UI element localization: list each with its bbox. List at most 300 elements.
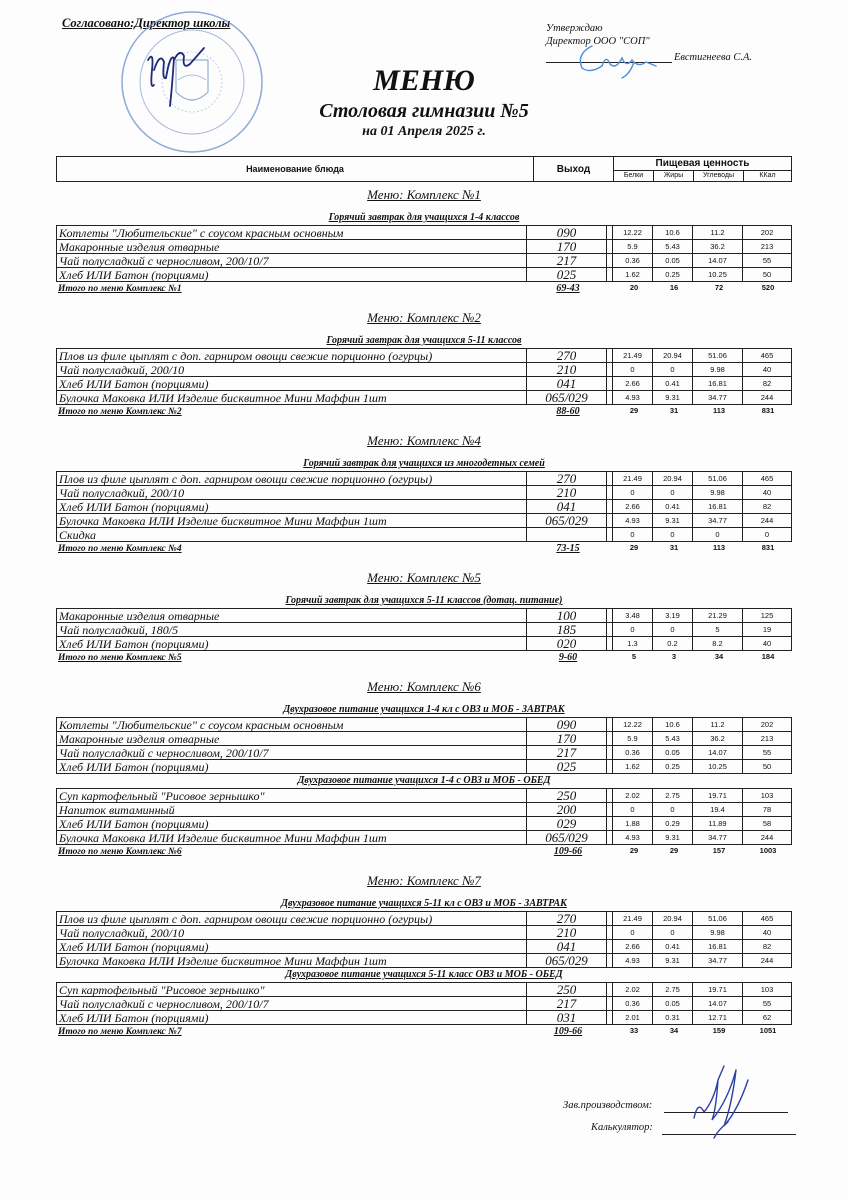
dish-row — [56, 732, 792, 746]
complex-title: Меню: Комплекс №5 — [367, 570, 481, 585]
complex-spacer — [56, 859, 792, 870]
dish-kcal: 40 — [762, 365, 772, 374]
total-label: Итого по меню Комплекс №6 — [58, 847, 182, 857]
dish-row — [56, 528, 792, 542]
dish-protein: 4.93 — [613, 391, 653, 404]
dish-output: 270 — [527, 349, 607, 362]
total-label: Итого по меню Комплекс №7 — [58, 1027, 182, 1037]
dish-protein: 5.9 — [613, 240, 653, 253]
dish-name: Хлеб ИЛИ Батон (порциями) — [57, 817, 527, 830]
complex-title: Меню: Комплекс №1 — [367, 187, 481, 202]
dish-rows — [56, 788, 792, 845]
dish-kcal: 103 — [760, 985, 774, 994]
dish-protein: 2.01 — [613, 1011, 653, 1024]
menu-table-header — [56, 156, 792, 182]
dish-output: 170 — [527, 732, 607, 745]
total-kcal: 1051 — [759, 1026, 777, 1035]
complex-title: Меню: Комплекс №4 — [367, 433, 481, 448]
dish-output: 270 — [527, 912, 607, 925]
total-label: Итого по меню Комплекс №4 — [58, 544, 182, 554]
column-header-nutrition: Пищевая ценность — [614, 157, 792, 171]
complex-block — [56, 184, 792, 307]
dish-protein: 2.66 — [613, 940, 653, 953]
dish-output: 041 — [527, 377, 607, 390]
total-protein: 29 — [629, 406, 639, 415]
total-protein: 29 — [629, 846, 639, 855]
dish-fat: 0 — [653, 926, 693, 939]
dish-name: Макаронные изделия отварные — [57, 732, 527, 745]
dish-row — [56, 789, 792, 803]
total-kcal: 831 — [761, 543, 775, 552]
dish-row — [56, 240, 792, 254]
dish-name: Напиток витаминный — [57, 803, 527, 816]
dish-output: 217 — [527, 746, 607, 759]
complex-block — [56, 307, 792, 430]
complex-title: Меню: Комплекс №2 — [367, 310, 481, 325]
sop-director-label: Директор ООО "СОП" — [546, 36, 650, 47]
total-price: 73-15 — [556, 543, 580, 554]
complex-total-row — [56, 845, 792, 859]
dish-carbs: 10.25 — [693, 268, 743, 281]
complex-spacer — [56, 296, 792, 307]
total-price: 109-66 — [553, 846, 583, 857]
dish-kcal: 58 — [762, 819, 772, 828]
dish-protein: 12.22 — [613, 718, 653, 731]
dish-protein: 1.88 — [613, 817, 653, 830]
dish-carbs: 36.2 — [693, 732, 743, 745]
dish-carbs: 51.06 — [693, 472, 743, 485]
dish-protein: 5.9 — [613, 732, 653, 745]
dish-kcal: 40 — [762, 488, 772, 497]
dish-carbs: 5 — [693, 623, 743, 636]
dish-kcal: 82 — [762, 379, 772, 388]
dish-output: 210 — [527, 926, 607, 939]
complex-title: Меню: Комплекс №7 — [367, 873, 481, 888]
dish-output: 041 — [527, 500, 607, 513]
dish-carbs: 14.07 — [693, 254, 743, 267]
dish-row — [56, 623, 792, 637]
total-carbs: 34 — [714, 652, 724, 661]
dish-row — [56, 817, 792, 831]
dish-fat: 0 — [653, 363, 693, 376]
dish-name: Чай полусладкий с черносливом, 200/10/7 — [57, 746, 527, 759]
dish-protein: 1.62 — [613, 268, 653, 281]
dish-fat: 0.41 — [653, 377, 693, 390]
dish-fat: 5.43 — [653, 732, 693, 745]
column-header-dish-name: Наименование блюда — [57, 157, 534, 182]
dish-name: Хлеб ИЛИ Батон (порциями) — [57, 377, 527, 390]
section-title: Двухразовое питание учащихся 5-11 класс ОВЗ и МОБ - ОБЕД — [285, 969, 563, 980]
dish-output: 217 — [527, 254, 607, 267]
dish-fat: 0.41 — [653, 500, 693, 513]
dish-output: 250 — [527, 789, 607, 802]
section-title: Двухразовое питание учащихся 1-4 с ОВЗ и МОБ - ОБЕД — [297, 775, 551, 786]
dish-fat: 0.41 — [653, 940, 693, 953]
dish-protein: 12.22 — [613, 226, 653, 239]
dish-row — [56, 926, 792, 940]
dish-kcal: 50 — [762, 762, 772, 771]
dish-output: 090 — [527, 718, 607, 731]
dish-fat: 0.31 — [653, 1011, 693, 1024]
dish-carbs: 9.98 — [693, 486, 743, 499]
dish-protein: 2.02 — [613, 789, 653, 802]
dish-carbs: 19.71 — [693, 983, 743, 996]
dish-fat: 5.43 — [653, 240, 693, 253]
dish-carbs: 14.07 — [693, 997, 743, 1010]
dish-name: Хлеб ИЛИ Батон (порциями) — [57, 500, 527, 513]
dish-carbs: 19.4 — [693, 803, 743, 816]
dish-protein: 1.62 — [613, 760, 653, 773]
dish-row — [56, 226, 792, 240]
dish-kcal: 103 — [760, 791, 774, 800]
section-title: Горячий завтрак для учащихся 5-11 классов (дотац. питание) — [285, 595, 563, 606]
approve-label: Утверждаю — [546, 23, 603, 34]
dish-protein: 21.49 — [613, 349, 653, 362]
dish-carbs: 9.98 — [693, 363, 743, 376]
dish-protein: 1.3 — [613, 637, 653, 650]
dish-fat: 9.31 — [653, 391, 693, 404]
dish-kcal: 244 — [760, 956, 774, 965]
dish-fat: 3.19 — [653, 609, 693, 622]
dish-carbs: 0 — [693, 528, 743, 541]
dish-kcal: 40 — [762, 928, 772, 937]
dish-row — [56, 954, 792, 968]
dish-carbs: 14.07 — [693, 746, 743, 759]
dish-fat: 0.05 — [653, 746, 693, 759]
dish-fat: 0 — [653, 803, 693, 816]
dish-row — [56, 1011, 792, 1025]
total-protein: 20 — [629, 283, 639, 292]
dish-rows — [56, 348, 792, 405]
dish-carbs: 11.89 — [693, 817, 743, 830]
dish-carbs: 36.2 — [693, 240, 743, 253]
dish-output: 250 — [527, 983, 607, 996]
dish-kcal: 78 — [762, 805, 772, 814]
dish-row — [56, 637, 792, 651]
dish-fat: 20.94 — [653, 349, 693, 362]
dish-carbs: 9.98 — [693, 926, 743, 939]
total-label: Итого по меню Комплекс №5 — [58, 653, 182, 663]
dish-kcal: 244 — [760, 516, 774, 525]
dish-output: 185 — [527, 623, 607, 636]
complex-total-row — [56, 542, 792, 556]
dish-row — [56, 377, 792, 391]
dish-fat: 9.31 — [653, 514, 693, 527]
dish-fat: 0.05 — [653, 254, 693, 267]
dish-name: Булочка Маковка ИЛИ Изделие бисквитное Мини Маффин 1шт — [57, 391, 527, 404]
column-header-kcal: ККал — [744, 170, 792, 181]
complex-spacer — [56, 665, 792, 676]
dish-name: Чай полусладкий, 200/10 — [57, 926, 527, 939]
dish-output: 210 — [527, 363, 607, 376]
dish-output: 065/029 — [527, 391, 607, 404]
dish-fat: 2.75 — [653, 789, 693, 802]
dish-kcal: 213 — [760, 242, 774, 251]
dish-carbs: 19.71 — [693, 789, 743, 802]
dish-name: Хлеб ИЛИ Батон (порциями) — [57, 637, 527, 650]
dish-carbs: 34.77 — [693, 514, 743, 527]
dish-fat: 9.31 — [653, 831, 693, 844]
dish-fat: 20.94 — [653, 472, 693, 485]
dish-name: Булочка Маковка ИЛИ Изделие бисквитное Мини Маффин 1шт — [57, 954, 527, 967]
total-label: Итого по меню Комплекс №2 — [58, 407, 182, 417]
dish-kcal: 202 — [760, 228, 774, 237]
dish-output: 065/029 — [527, 831, 607, 844]
dish-fat: 20.94 — [653, 912, 693, 925]
complex-total-row — [56, 405, 792, 419]
total-kcal: 1003 — [759, 846, 777, 855]
dish-output: 031 — [527, 1011, 607, 1024]
dish-protein: 3.48 — [613, 609, 653, 622]
column-header-protein: Белки — [614, 170, 654, 181]
dish-name: Хлеб ИЛИ Батон (порциями) — [57, 1011, 527, 1024]
total-fat: 34 — [669, 1026, 679, 1035]
dish-kcal: 55 — [762, 748, 772, 757]
dish-name: Хлеб ИЛИ Батон (порциями) — [57, 760, 527, 773]
dish-row — [56, 746, 792, 760]
dish-protein: 0 — [613, 528, 653, 541]
dish-kcal: 82 — [762, 502, 772, 511]
dish-name: Булочка Маковка ИЛИ Изделие бисквитное Мини Маффин 1шт — [57, 514, 527, 527]
complex-block — [56, 676, 792, 870]
total-price: 109-66 — [553, 1026, 583, 1037]
dish-output: 065/029 — [527, 514, 607, 527]
section-title: Двухразовое питание учащихся 5-11 кл с ОВЗ и МОБ - ЗАВТРАК — [281, 898, 567, 909]
menu-date: на 01 Апреля 2025 г. — [362, 124, 486, 139]
complex-total-row — [56, 651, 792, 665]
dish-rows — [56, 911, 792, 968]
total-protein: 29 — [629, 543, 639, 552]
dish-name: Макаронные изделия отварные — [57, 240, 527, 253]
total-carbs: 113 — [712, 406, 726, 415]
dish-carbs: 16.81 — [693, 500, 743, 513]
dish-row — [56, 803, 792, 817]
complex-spacer — [56, 419, 792, 430]
dish-name: Суп картофельный "Рисовое зернышко" — [57, 789, 527, 802]
dish-output: 020 — [527, 637, 607, 650]
dish-name: Котлеты "Любительские" с соусом красным основным — [57, 718, 527, 731]
dish-carbs: 16.81 — [693, 940, 743, 953]
dish-carbs: 34.77 — [693, 831, 743, 844]
dish-row — [56, 514, 792, 528]
dish-carbs: 34.77 — [693, 391, 743, 404]
dish-row — [56, 500, 792, 514]
dish-carbs: 12.71 — [693, 1011, 743, 1024]
dish-carbs: 11.2 — [693, 718, 743, 731]
dish-output: 200 — [527, 803, 607, 816]
dish-fat: 2.75 — [653, 983, 693, 996]
dish-output: 065/029 — [527, 954, 607, 967]
dish-row — [56, 349, 792, 363]
total-kcal: 184 — [761, 652, 775, 661]
complex-block — [56, 567, 792, 676]
dish-kcal: 465 — [760, 351, 774, 360]
dish-kcal: 0 — [764, 530, 770, 539]
dish-protein: 0 — [613, 926, 653, 939]
dish-kcal: 125 — [760, 611, 774, 620]
dish-carbs: 11.2 — [693, 226, 743, 239]
dish-protein: 21.49 — [613, 472, 653, 485]
dish-protein: 0 — [613, 803, 653, 816]
dish-row — [56, 254, 792, 268]
dish-name: Плов из филе цыплят с доп. гарниром овощи свежие порционно (огурцы) — [57, 912, 527, 925]
dish-row — [56, 486, 792, 500]
dish-rows — [56, 225, 792, 282]
dish-rows — [56, 717, 792, 774]
total-kcal: 520 — [761, 283, 775, 292]
dish-protein: 0.36 — [613, 746, 653, 759]
dish-kcal: 50 — [762, 270, 772, 279]
dish-fat: 0.25 — [653, 268, 693, 281]
total-price: 88-60 — [556, 406, 580, 417]
dish-name: Хлеб ИЛИ Батон (порциями) — [57, 940, 527, 953]
dish-row — [56, 718, 792, 732]
dish-protein: 4.93 — [613, 514, 653, 527]
section-title: Горячий завтрак для учащихся из многодетных семей — [303, 458, 545, 469]
dish-row — [56, 472, 792, 486]
dish-output: 025 — [527, 760, 607, 773]
column-header-fat: Жиры — [654, 170, 694, 181]
dish-carbs: 34.77 — [693, 954, 743, 967]
dish-fat: 10.6 — [653, 718, 693, 731]
dish-protein: 0.36 — [613, 997, 653, 1010]
canteen-name: Столовая гимназии №5 — [319, 100, 529, 122]
dish-row — [56, 997, 792, 1011]
dish-kcal: 19 — [762, 625, 772, 634]
total-fat: 16 — [669, 283, 679, 292]
dish-name: Чай полусладкий, 200/10 — [57, 486, 527, 499]
dish-output: 210 — [527, 486, 607, 499]
dish-protein: 2.66 — [613, 500, 653, 513]
dish-name: Котлеты "Любительские" с соусом красным основным — [57, 226, 527, 239]
dish-protein: 0 — [613, 486, 653, 499]
dish-kcal: 213 — [760, 734, 774, 743]
total-carbs: 157 — [712, 846, 726, 855]
dish-fat: 0 — [653, 623, 693, 636]
complex-total-row — [56, 282, 792, 296]
complex-block — [56, 870, 792, 1039]
dish-name: Скидка — [57, 528, 527, 541]
complex-block — [56, 430, 792, 567]
dish-protein: 0 — [613, 623, 653, 636]
total-label: Итого по меню Комплекс №1 — [58, 284, 182, 294]
dish-carbs: 8.2 — [693, 637, 743, 650]
complex-spacer — [56, 556, 792, 567]
production-head-signature-icon — [688, 1060, 758, 1140]
dish-name: Булочка Маковка ИЛИ Изделие бисквитное Мини Маффин 1шт — [57, 831, 527, 844]
dish-protein: 2.66 — [613, 377, 653, 390]
dish-name: Плов из филе цыплят с доп. гарниром овощи свежие порционно (огурцы) — [57, 349, 527, 362]
dish-kcal: 55 — [762, 999, 772, 1008]
total-protein: 33 — [629, 1026, 639, 1035]
dish-row — [56, 391, 792, 405]
dish-fat: 10.6 — [653, 226, 693, 239]
total-price: 69-43 — [556, 283, 580, 294]
dish-kcal: 465 — [760, 474, 774, 483]
menu-content — [56, 184, 792, 1039]
dish-fat: 0.05 — [653, 997, 693, 1010]
dish-output: 041 — [527, 940, 607, 953]
total-carbs: 159 — [712, 1026, 726, 1035]
total-carbs: 72 — [714, 283, 724, 292]
dish-kcal: 244 — [760, 393, 774, 402]
dish-row — [56, 609, 792, 623]
dish-protein: 4.93 — [613, 954, 653, 967]
section-title: Горячий завтрак для учащихся 1-4 классов — [328, 212, 520, 223]
dish-name: Хлеб ИЛИ Батон (порциями) — [57, 268, 527, 281]
dish-fat: 0.2 — [653, 637, 693, 650]
dish-protein: 0.36 — [613, 254, 653, 267]
total-fat: 31 — [669, 406, 679, 415]
dish-fat: 0.25 — [653, 760, 693, 773]
dish-carbs: 51.06 — [693, 912, 743, 925]
dish-row — [56, 940, 792, 954]
dish-protein: 21.49 — [613, 912, 653, 925]
dish-name: Макаронные изделия отварные — [57, 609, 527, 622]
dish-output: 170 — [527, 240, 607, 253]
dish-name: Чай полусладкий, 200/10 — [57, 363, 527, 376]
dish-row — [56, 760, 792, 774]
dish-output: 025 — [527, 268, 607, 281]
total-fat: 3 — [671, 652, 677, 661]
dish-name: Чай полусладкий с черносливом, 200/10/7 — [57, 254, 527, 267]
dish-row — [56, 983, 792, 997]
column-header-carbs: Углеводы — [694, 170, 744, 181]
dish-carbs: 21.29 — [693, 609, 743, 622]
dish-kcal: 55 — [762, 256, 772, 265]
dish-row — [56, 363, 792, 377]
dish-protein: 0 — [613, 363, 653, 376]
total-kcal: 831 — [761, 406, 775, 415]
dish-output: 090 — [527, 226, 607, 239]
page-title: МЕНЮ — [373, 64, 475, 97]
production-head-label: Зав.производством: — [563, 1100, 653, 1111]
dish-rows — [56, 982, 792, 1025]
dish-output: 270 — [527, 472, 607, 485]
total-carbs: 113 — [712, 543, 726, 552]
dish-carbs: 51.06 — [693, 349, 743, 362]
dish-rows — [56, 471, 792, 542]
dish-carbs: 16.81 — [693, 377, 743, 390]
dish-fat: 9.31 — [653, 954, 693, 967]
dish-rows — [56, 608, 792, 651]
complex-title: Меню: Комплекс №6 — [367, 679, 481, 694]
dish-name: Суп картофельный "Рисовое зернышко" — [57, 983, 527, 996]
dish-carbs: 10.25 — [693, 760, 743, 773]
dish-name: Чай полусладкий с черносливом, 200/10/7 — [57, 997, 527, 1010]
dish-output — [527, 528, 607, 541]
dish-kcal: 40 — [762, 639, 772, 648]
section-title: Горячий завтрак для учащихся 5-11 классов — [326, 335, 522, 346]
dish-output: 217 — [527, 997, 607, 1010]
calculator-label: Калькулятор: — [591, 1122, 653, 1133]
approved-by-director-label: Согласовано:Директор школы — [62, 16, 231, 30]
approver-name: Евстигнеева С.А. — [674, 52, 752, 63]
dish-name: Плов из филе цыплят с доп. гарниром овощи свежие порционно (огурцы) — [57, 472, 527, 485]
dish-name: Чай полусладкий, 180/5 — [57, 623, 527, 636]
dish-row — [56, 268, 792, 282]
dish-output: 029 — [527, 817, 607, 830]
column-header-output: Выход — [534, 157, 614, 182]
total-fat: 31 — [669, 543, 679, 552]
section-title: Двухразовое питание учащихся 1-4 кл с ОВЗ и МОБ - ЗАВТРАК — [283, 704, 565, 715]
total-price: 9-60 — [558, 652, 578, 663]
dish-kcal: 202 — [760, 720, 774, 729]
dish-protein: 4.93 — [613, 831, 653, 844]
dish-kcal: 82 — [762, 942, 772, 951]
dish-fat: 0 — [653, 486, 693, 499]
dish-kcal: 244 — [760, 833, 774, 842]
